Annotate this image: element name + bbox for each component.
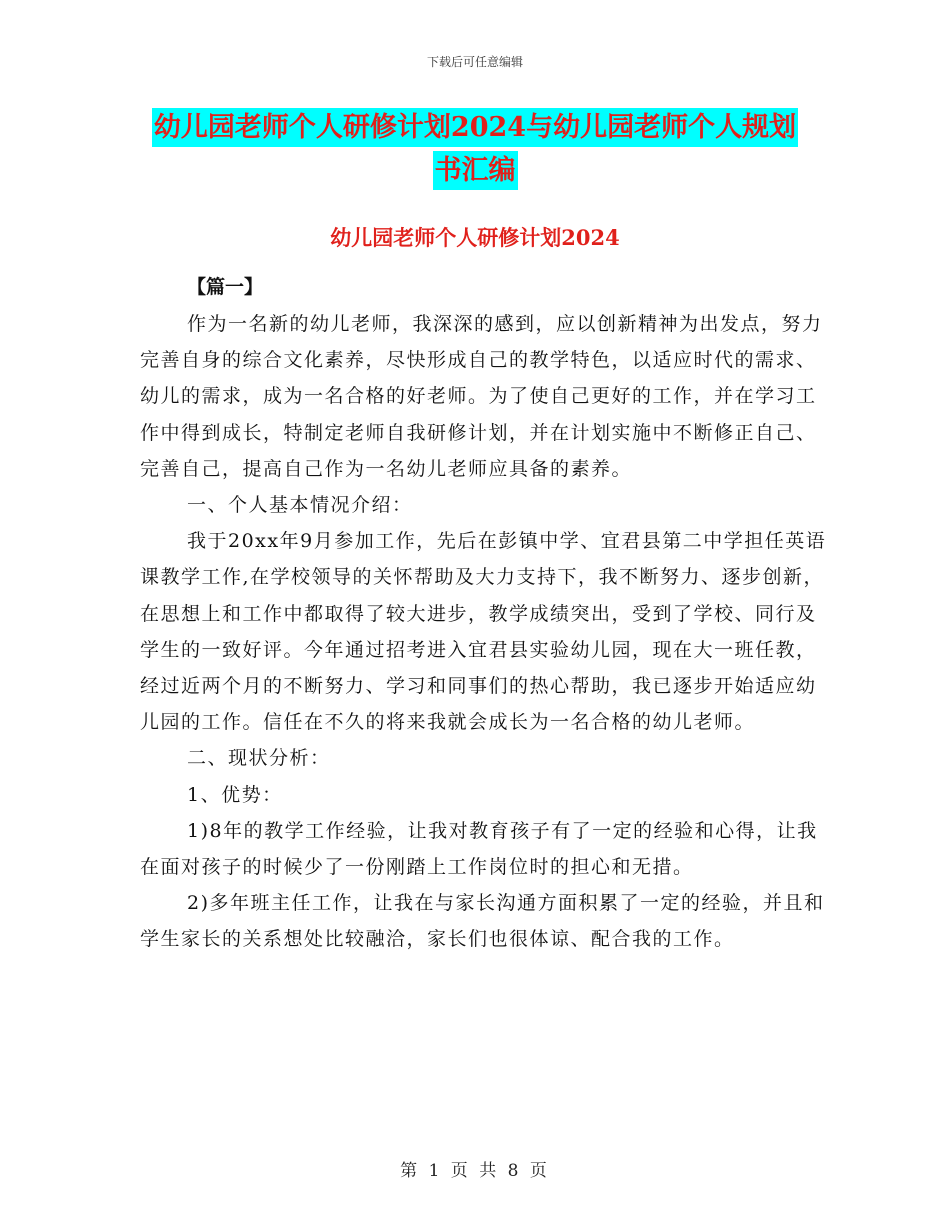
paragraph-advantage-2: 2)多年班主任工作，让我在与家长沟通方面积累了一定的经验，并且和学生家长的关系想处比较融洽，家长们也很体谅、配合我的工作。 [140,892,825,951]
paragraph-intro: 作为一名新的幼儿老师，我深深的感到，应以创新精神为出发点，努力完善自身的综合文化素养，尽快形成自己的教学特色，以适应时代的需求、幼儿的需求，成为一名合格的好老师。为了使自己更好的工作，并在学习工作中得到成长，特制定老师自我研修计划，并在计划实施中不断修正自己、完善自己，提高自己作为一名幼儿老师应具备的素养。 [140,313,823,480]
document-title-line-1 [0,112,950,144]
paragraph-advantage-1: 1)8年的教学工作经验，让我对教育孩子有了一定的经验和心得，让我在面对孩子的时候少了一份刚踏上工作岗位时的担心和无措。 [140,819,818,879]
heading-advantages: 1、优势： [187,783,283,806]
paragraph-personal-info: 我于20xx年9月参加工作，先后在彭镇中学、宜君县第二中学担任英语课教学工作,在学校领导的关怀帮助及大力支持下，我不断努力、逐步创新，在思想上和工作中都取得了较大进步，教学成绩突出，受到了学校、同行及学生的一致好评。今年通过招考进入宜君县实验幼儿园，现在大一班任教，经过近两个月的不断努力、学习和同事们的热心帮助，我已逐步开始适应幼儿园的工作。信任在不久的将来我就会成长为一名合格的幼儿老师。 [140,530,827,734]
heading-personal-info: 一、个人基本情况介绍： [187,494,413,517]
page-footer: 第 1 页 共 8 页 [400,1161,550,1181]
document-title-text-2: 书汇编 [433,151,518,190]
section-title: 幼儿园老师个人研修计划2024 [330,225,620,250]
part-label: 【篇一】 [187,276,264,298]
body-text [140,306,830,958]
document-title-text-1: 幼儿园老师个人研修计划2024与幼儿园老师个人规划 [152,108,798,147]
header-note: 下载后可任意编辑 [426,55,523,69]
document-title-line-2 [0,155,950,187]
heading-status-analysis: 二、现状分析： [187,747,331,770]
